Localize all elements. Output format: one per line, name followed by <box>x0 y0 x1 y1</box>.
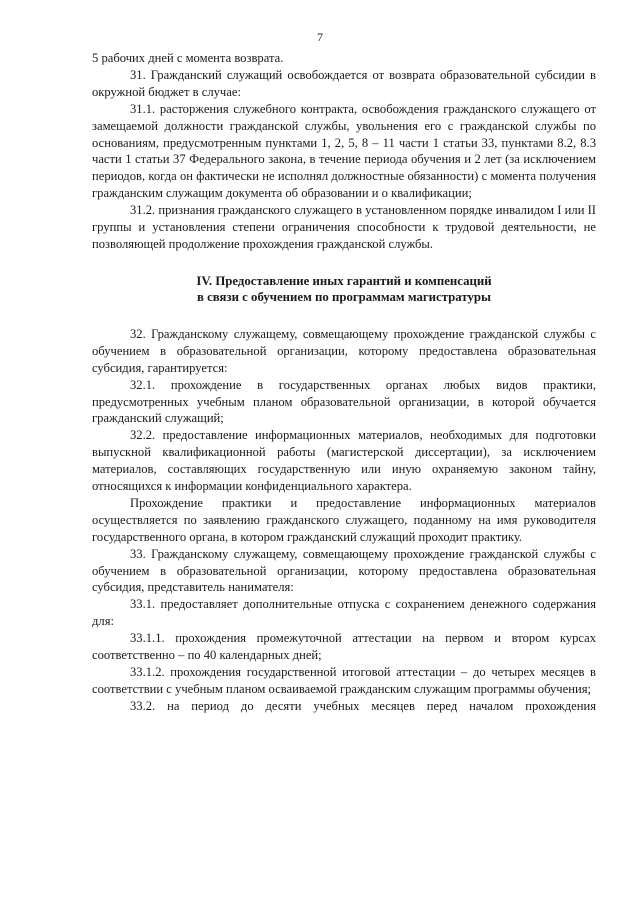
page-number: 7 <box>317 30 323 44</box>
paragraph-33-2: 33.2. на период до десяти учебных месяцев перед началом прохождения <box>130 698 596 713</box>
paragraph-32-2: 32.2. предоставление информационных материалов, необходимых для подготовки выпускной квалификационной работы (магистерской диссертации), за исключением материалов, составляющих государственную или иную охраняемую законом тайну, относящихся к информации конфиденциального характера. <box>92 428 596 494</box>
section-heading <box>92 273 596 305</box>
paragraph-31-1: 31.1. расторжения служебного контракта, освобождения гражданского служащего от замещаемой должности гражданской службы, увольнения его с гражданской службы по основаниям, предусмотренным пунктами 1, 2, 5, 8 – 11 части 1 статьи 33, пунктами 8.2, 8.3 части 1 статьи 37 Федерального закона, в течение периода обучения и 2 лет (за исключением периодов, когда он фактически не исполнял должностные обязанности) с момента получения гражданским служащим документа об образовании и о квалификации; <box>92 101 596 201</box>
section-heading-line-2: в связи с обучением по программам магистратуры <box>197 289 491 304</box>
paragraph-32-1: 32.1. прохождение в государственных органах любых видов практики, предусмотренных учебным планом образовательной организации, в которой обучается гражданский служащий; <box>92 377 596 426</box>
paragraph-31-2: 31.2. признания гражданского служащего в установленном порядке инвалидом I или II группы и установления степени ограничения способности к трудовой деятельности, не позволяющей продолжение прохождения гражданской службы. <box>92 203 596 251</box>
section-heading-line-1: IV. Предоставление иных гарантий и компенсаций <box>196 273 492 288</box>
paragraph: 5 рабочих дней с момента возврата. <box>92 51 284 65</box>
paragraph-33-1-1: 33.1.1. прохождения промежуточной аттестации на первом и втором курсах соответственно – по 40 календарных дней; <box>92 631 596 663</box>
paragraph-33-1: 33.1. предоставляет дополнительные отпуска с сохранением денежного содержания для: <box>92 597 596 629</box>
paragraph-33: 33. Гражданскому служащему, совмещающему прохождение гражданской службы с обучением в образовательной организации, которому предоставлена образовательная субсидия, представитель нанимателя: <box>92 546 596 595</box>
paragraph-31: 31. Гражданский служащий освобождается от возврата образовательной субсидии в окружной бюджет в случае: <box>92 67 596 99</box>
document-body <box>92 50 596 715</box>
paragraph-32: 32. Гражданскому служащему, совмещающему прохождение гражданской службы с обучением в образовательной организации, которому предоставлена образовательная субсидия, гарантируется: <box>92 326 596 375</box>
paragraph-practice: Прохождение практики и предоставление информационных материалов осуществляется по заявлению гражданского служащего, поданному на имя руководителя государственного органа, в котором гражданский служащий проходит практику. <box>92 495 596 544</box>
paragraph-33-1-2: 33.1.2. прохождения государственной итоговой аттестации – до четырех месяцев в соответствии с учебным планом осваиваемой гражданским служащим программы обучения; <box>92 665 596 696</box>
